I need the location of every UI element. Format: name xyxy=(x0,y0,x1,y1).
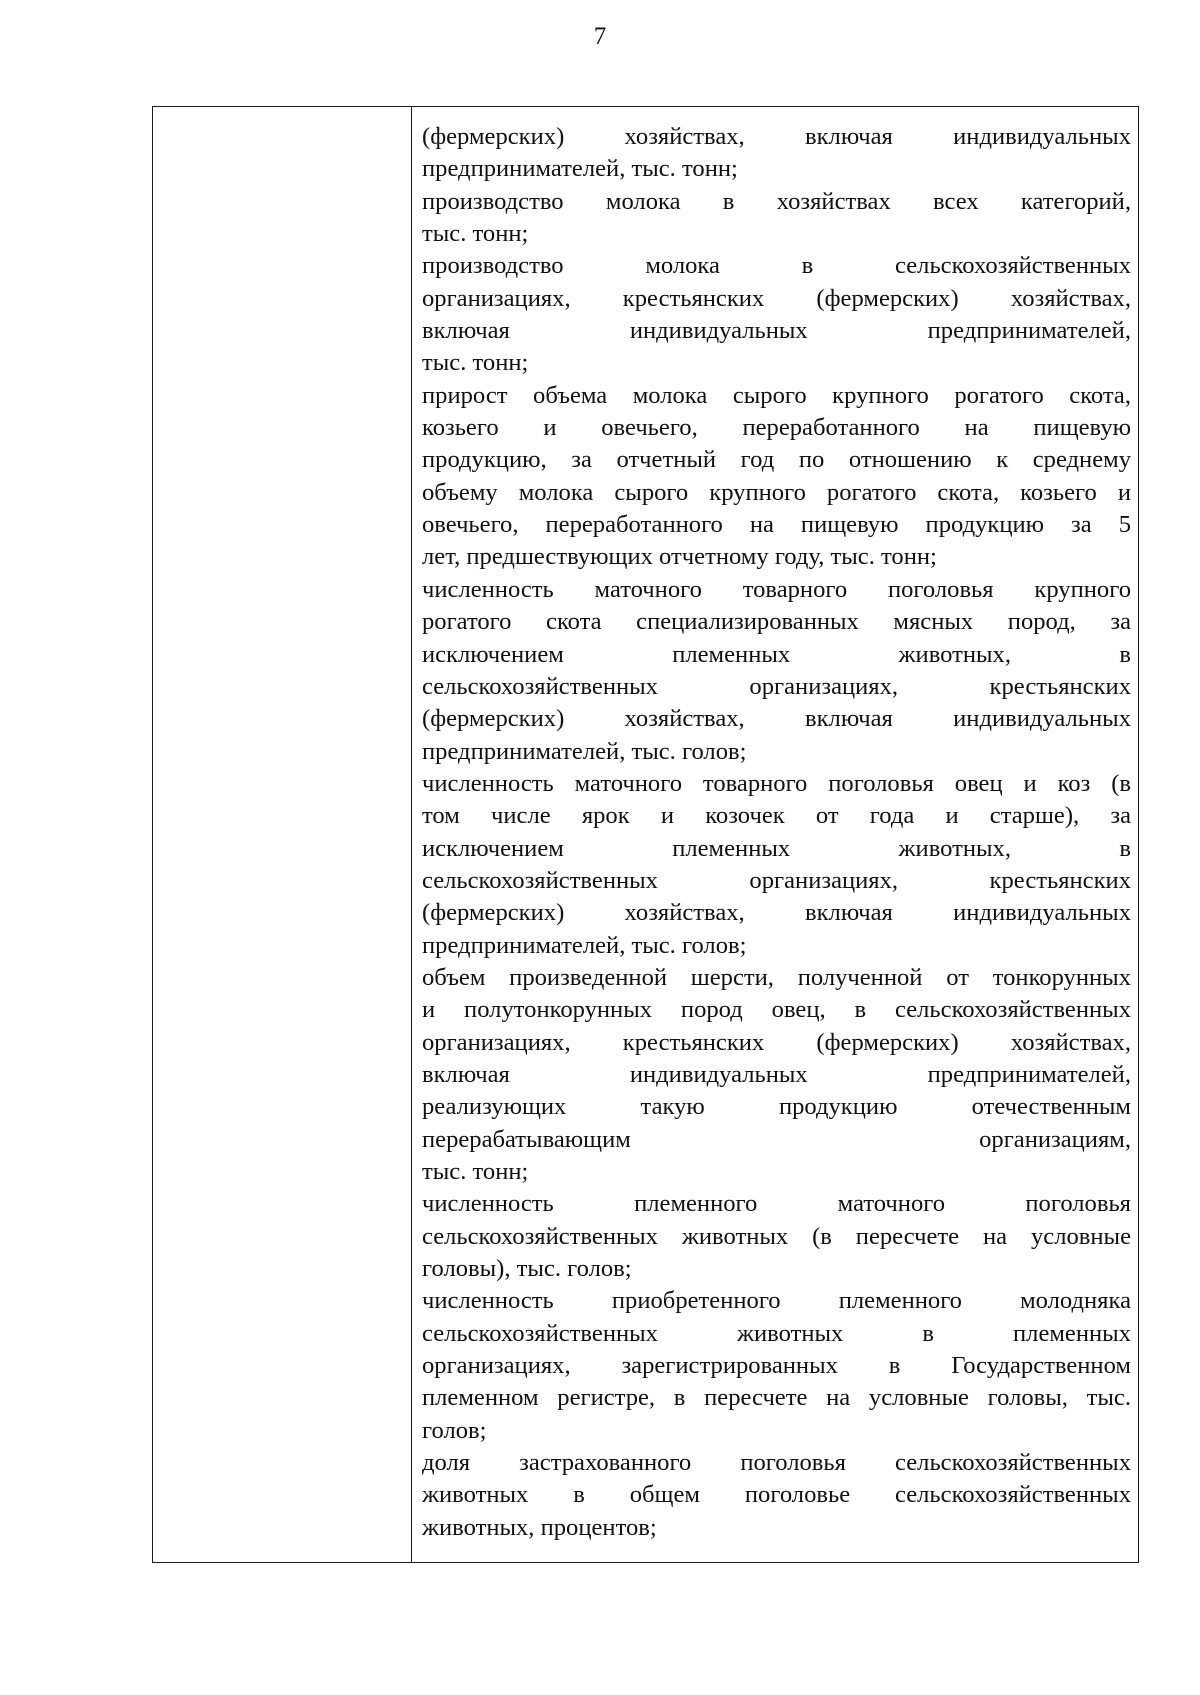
text-line: лет, предшествующих отчетному году, тыс. тонн; xyxy=(422,543,937,571)
text-line: производство молока в сельскохозяйственных xyxy=(422,252,1131,280)
text-line: животных в общем поголовье сельскохозяйственных xyxy=(422,1481,1131,1509)
text-line: тыс. тонн; xyxy=(422,349,529,377)
text-line: организациях, крестьянских (фермерских) хозяйствах, xyxy=(422,1028,1131,1056)
text-line: объем произведенной шерсти, полученной от тонкорунных xyxy=(422,963,1131,991)
text-line: прирост объема молока сырого крупного рогатого скота, xyxy=(422,381,1131,409)
text-line: организациях, крестьянских (фермерских) хозяйствах, xyxy=(422,284,1131,312)
text-line: исключением племенных животных, в xyxy=(422,834,1131,862)
text-line: (фермерских) хозяйствах, включая индивидуальных xyxy=(422,123,1131,150)
text-line: сельскохозяйственных организациях, крестьянских xyxy=(422,866,1131,894)
text-line: сельскохозяйственных животных в племенных xyxy=(422,1319,1131,1347)
text-line: предпринимателей, тыс. голов; xyxy=(422,737,747,765)
text-line: том числе ярок и козочек от года и старше), за xyxy=(422,802,1131,830)
page-number: 7 xyxy=(593,23,607,50)
text-line: голов; xyxy=(422,1416,487,1444)
text-line: сельскохозяйственных организациях, крестьянских xyxy=(422,672,1131,700)
text-line: овечьего, переработанного на пищевую продукцию за 5 xyxy=(422,511,1131,539)
text-line: предпринимателей, тыс. тонн; xyxy=(422,155,738,183)
text-line: головы), тыс. голов; xyxy=(422,1255,632,1283)
text-line: перерабатывающим организациям, xyxy=(422,1125,1131,1153)
text-line: тыс. тонн; xyxy=(422,220,529,248)
text-line: тыс. тонн; xyxy=(422,1158,529,1185)
text-line: реализующих такую продукцию отечественным xyxy=(422,1093,1131,1121)
text-line: включая индивидуальных предпринимателей, xyxy=(422,317,1131,345)
text-line: козьего и овечьего, переработанного на пищевую xyxy=(422,414,1131,442)
text-line: предпринимателей, тыс. голов; xyxy=(422,931,747,959)
text-line: численность приобретенного племенного молодняка xyxy=(422,1287,1131,1315)
text-line: доля застрахованного поголовья сельскохозяйственных xyxy=(422,1449,1131,1477)
text-line: организациях, зарегистрированных в Государственном xyxy=(422,1352,1131,1380)
document-table xyxy=(152,106,1139,1563)
text-line: включая индивидуальных предпринимателей, xyxy=(422,1060,1131,1088)
text-line: животных, процентов; xyxy=(422,1513,657,1541)
text-line: объему молока сырого крупного рогатого скота, козьего и xyxy=(422,478,1131,506)
text-line: численность племенного маточного поголовья xyxy=(422,1190,1131,1218)
text-line: численность маточного товарного поголовья крупного xyxy=(422,575,1131,603)
text-line: (фермерских) хозяйствах, включая индивидуальных xyxy=(422,899,1131,927)
text-line: (фермерских) хозяйствах, включая индивидуальных xyxy=(422,705,1131,733)
text-line: численность маточного товарного поголовья овец и коз (в xyxy=(422,769,1131,797)
text-line: сельскохозяйственных животных (в пересчете на условные xyxy=(422,1222,1131,1250)
table-left-cell xyxy=(153,107,412,1562)
table-right-cell xyxy=(412,107,1138,1562)
text-line: и полутонкорунных пород овец, в сельскохозяйственных xyxy=(422,996,1131,1024)
text-line: исключением племенных животных, в xyxy=(422,640,1131,668)
text-line: продукцию, за отчетный год по отношению к среднему xyxy=(422,446,1131,474)
text-line: рогатого скота специализированных мясных пород, за xyxy=(422,608,1131,636)
text-line: производство молока в хозяйствах всех категорий, xyxy=(422,187,1131,215)
text-line: племенном регистре, в пересчете на условные головы, тыс. xyxy=(422,1384,1131,1412)
